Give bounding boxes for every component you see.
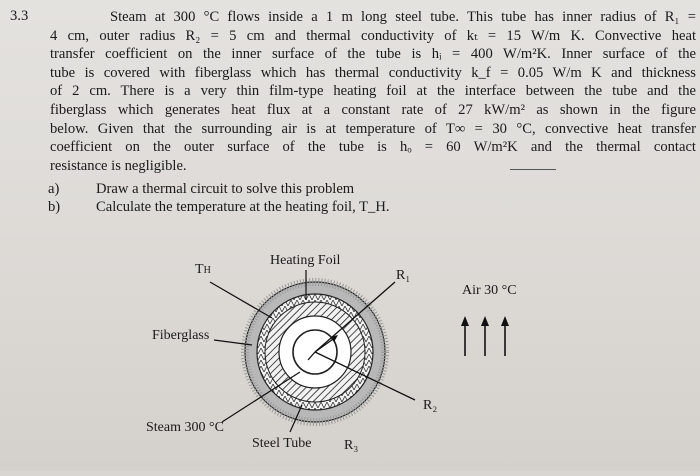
problem-line: transfer coefficient on the inner surface of the tube is hᵢ = 400 W/m²K. Inner surface of the	[50, 46, 696, 63]
question-text: Draw a thermal circuit to solve this problem	[96, 181, 355, 197]
steam-temperature-label: Steam 300 °C	[146, 420, 224, 435]
problem-statement	[110, 8, 696, 27]
question-label: b)	[48, 199, 61, 215]
th-label: TH	[195, 262, 211, 277]
figure-svg	[0, 240, 700, 471]
fiberglass-label: Fiberglass	[152, 328, 210, 343]
problem-line: of 2 cm. There is a very thin film-type heating foil at the interface between the tube and the	[50, 83, 696, 100]
problem-line: below. Given that the surrounding air is at temperature of T∞ = 30 °C, convective heat transfer	[50, 120, 696, 137]
r1-label: R₁	[396, 268, 411, 283]
problem-line: coefficient on the outer surface of the tube is hₒ = 60 W/m²K and the thermal contact	[50, 139, 696, 156]
heating-foil-label: Heating Foil	[270, 253, 341, 268]
problem-number: 3.3	[10, 8, 29, 24]
underline-mark	[510, 169, 556, 170]
problem-line: resistance is negligible.	[50, 157, 187, 174]
question-label: a)	[48, 181, 60, 197]
tube-cross-section-figure	[0, 240, 700, 471]
question-text: Calculate the temperature at the heating foil, T_H.	[96, 199, 390, 215]
th-leader	[210, 282, 272, 318]
problem-line: fiberglass which generates heat flux at a constant rate of 27 kW/m² as shown in the figure	[50, 101, 696, 118]
question-a	[48, 181, 354, 198]
air-flow-arrows	[461, 316, 509, 356]
steel-tube-label: Steel Tube	[252, 436, 312, 451]
problem-statement-body	[50, 27, 696, 176]
problem-line: tube is covered with fiberglass which has thermal conductivity k_f = 0.05 W/m K and thickness	[50, 64, 696, 81]
r2-label: R₂	[423, 398, 438, 413]
problem-line: Steam at 300 °C flows inside a 1 m long steel tube. This tube has inner radius of R₁ =	[110, 9, 696, 25]
problem-line: 4 cm, outer radius R₂ = 5 cm and thermal conductivity of kₜ = 15 W/m K. Convective heat	[50, 27, 696, 44]
r3-label: R₃	[344, 438, 359, 453]
air-temperature-label: Air 30 °C	[462, 283, 517, 298]
question-b	[48, 199, 390, 216]
